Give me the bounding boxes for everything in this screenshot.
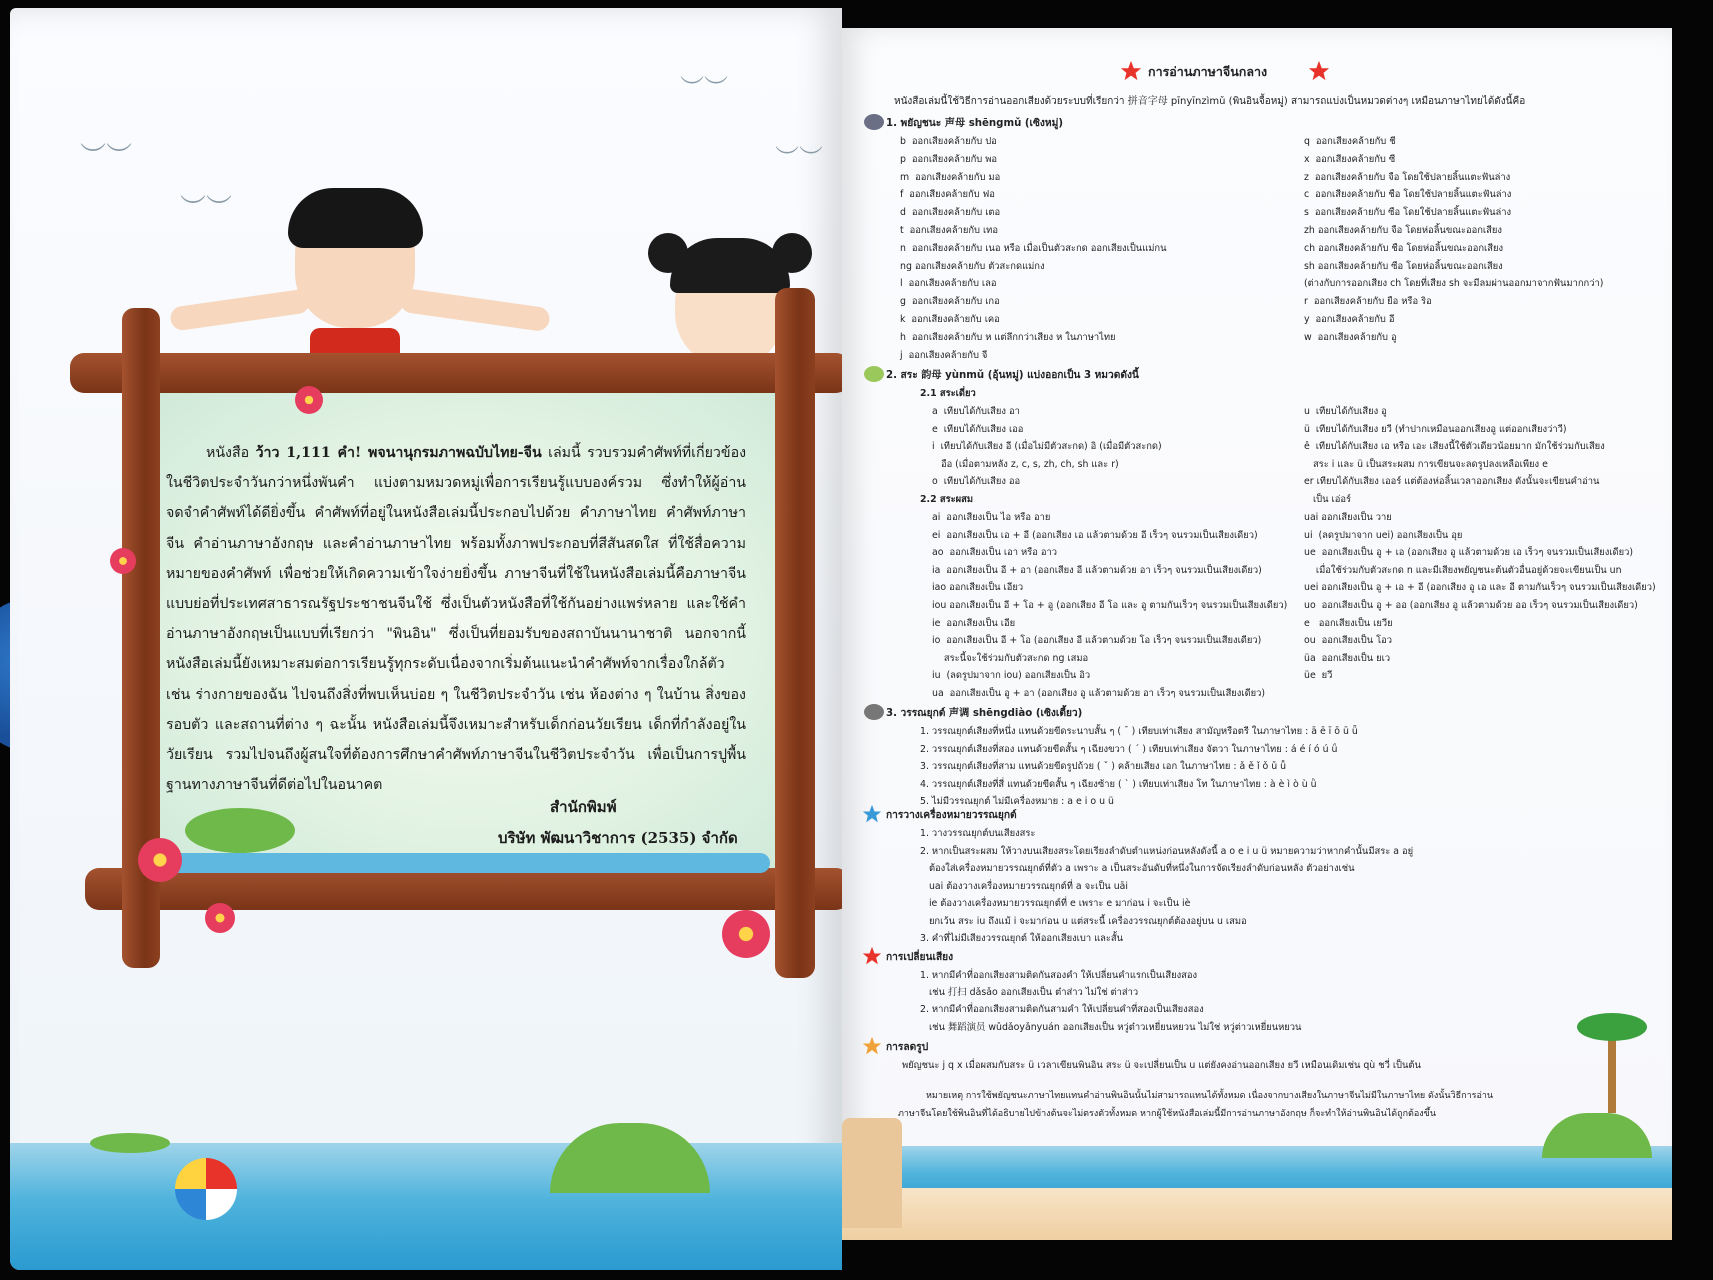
frame-bottom-bar <box>85 868 842 910</box>
consonant-item: j ออกเสียงคล้ายกับ จี <box>900 349 988 361</box>
consonant-item: sh ออกเสียงคล้ายกับ ซือ โดยห่อลิ้นขณะออกเสียง <box>1304 260 1503 272</box>
tone-item: 2. วรรณยุกต์เสียงที่สอง แทนด้วยขีดสั้น ๆ เฉียงขวา ( ˊ ) เทียบเท่าเสียง จัตวา ในภาษาไทย : á é í ó ú ǘ <box>920 743 1338 755</box>
bird-left-4: ︶︶ <box>775 144 823 172</box>
beach-ball <box>175 1158 237 1220</box>
vowel-item: uai ออกเสียงเป็น วาย <box>1304 512 1392 523</box>
star-icon-tone-change <box>862 946 882 966</box>
book-title: ว้าว 1,111 คำ! พจนานุกรมภาพฉบับไทย-จีน <box>255 445 542 461</box>
vowel-item: er เทียบได้กับเสียง เออร์ แต่ต้องห่อลิ้นเวลาออกเสียง ดังนั้นจะเขียนคำอ่าน <box>1304 476 1600 487</box>
tone-mark-item: ต้องใส่เครื่องหมายวรรณยุกต์ที่ตัว a เพราะ a เป็นสระอันดับที่หนึ่งในการจัดเรียงลำดับก่อนหลัง ตัวอย่างเช่น <box>920 863 1355 874</box>
vowel-item: i เทียบได้กับเสียง อี (เมื่อไม่มีตัวสะกด) อิ (เมื่อมีตัวสะกด) <box>932 441 1162 452</box>
note-line-2: ภาษาจีนโดยใช้พินอินที่ได้อธิบายไปข้างต้นจะไม่ตรงตัวทั้งหมด หากผู้ใช้หนังสือเล่มนี้มีการอ่านภาษาอังกฤษ ก็จะทำให้อ่านพินอินได้ถูกต้องขึ้น <box>898 1109 1436 1119</box>
frame-right-post <box>775 288 815 978</box>
publisher-label: สำนักพิมพ์ <box>550 798 617 816</box>
vowel-item: e เทียบได้กับเสียง เออ <box>932 423 1024 435</box>
vowel-item: ai ออกเสียงเป็น ไอ หรือ อาย <box>932 512 1051 523</box>
star-icon-tone-marks <box>862 804 882 824</box>
pinyin-intro: หนังสือเล่มนี้ใช้วิธีการอ่านออกเสียงด้วยระบบที่เรียกว่า 拼音字母 pīnyīnzìmǔ (พินอินจื้อหมู่) สามารถแบ่งเป็นหมวดต่างๆ เหมือนภาษาไทยได้ดังนี้คือ <box>894 96 1526 107</box>
tone-item: 5. ไม่มีวรรณยุกต์ ไม่มีเครื่องหมาย : a e i o u ü <box>920 796 1114 807</box>
leaf-icon-2 <box>864 366 884 382</box>
lighthouse-island <box>185 808 295 853</box>
vowel-item: iu (ลดรูปมาจาก iou) ออกเสียงเป็น อิว <box>932 670 1091 682</box>
island-bottom <box>550 1123 710 1193</box>
star-icon-title-right <box>1308 60 1330 82</box>
tone-mark-item: 1. วางวรรณยุกต์บนเสียงสระ <box>920 828 1036 839</box>
vowel-item: ou ออกเสียงเป็น โอว <box>1304 635 1393 647</box>
frame-top-bar <box>70 353 842 393</box>
flower-4 <box>205 903 235 933</box>
consonant-item: ch ออกเสียงคล้ายกับ ชือ โดยห่อลิ้นขณะออกเสียง <box>1304 242 1504 254</box>
intro-body: เล่มนี้ รวบรวมคำศัพท์ที่เกี่ยวข้องในชีวิตประจำวันกว่าหนึ่งพันคำ แบ่งตามหมวดหมู่เพื่อการเรียนรู้แบบองค์รวม ซึ่งทำให้ผู้อ่านจดจำคำศัพท์ได้ดียิ่งขึ้น คำศัพท์ที่อยู่ในหนังสือเล่มนี้ประกอบไปด้วย คำภาษาไทย คำศัพท์ภาษาจีน คำอ่านภาษาอังกฤษ และคำอ่านภาษาไทย พร้อมทั้งภาพประกอบที่สีสันสดใส ที่ใช้สื่อความหมายของคำศัพท์ เพื่อช่วยให้เกิดความเข้าใจง่ายยิ่งขึ้น ภาษาจีนที่ใช้ในหนังสือเล่มนี้คือภาษาจีนแบบย่อที่ประเทศสาธารณรัฐประชาชนจีนใช้ ซึ่งเป็นตัวหนังสือที่ใช้กันอย่างแพร่หลาย และใช้คำอ่านภาษาอังกฤษเป็นแบบที่เรียกว่า "พินอิน" ซึ่งเป็นที่ยอมรับของสถาบันนานาชาติ นอกจากนี้ หนังสือเล่มนี้ยังเหมาะสมต่อการเรียนรู้ทุกระดับเนื่องจากเริ่มต้นแนะนำคำศัพท์จากเรื่องใกล้ตัว เช่น ร่างกายของฉัน ไปจนถึงสิ่งที่พบเห็นบ่อย ๆ ในชีวิตประจำวัน เช่น ห้องต่าง ๆ ในบ้าน สิ่งของรอบตัว และสถานที่ต่าง ๆ ฉะนั้น หนังสือเล่มนี้จึงเหมาะสำหรับเด็กก่อนวัยเรียน เด็กที่กำลังอยู่ในวัยเรียน รวมไปจนถึงผู้สนใจที่ต้องการศึกษาคำศัพท์ภาษาจีนในชีวิตประจำวัน เพื่อเป็นการปูพื้นฐานทางภาษาจีนที่ดีต่อไปในอนาคต <box>166 445 747 794</box>
tone-mark-item: ยกเว้น สระ iu ถึงแม้ i จะมาก่อน u แต่สระนี้ เครื่องวรรณยุกต์ต้องอยู่บน u เสมอ <box>920 915 1247 927</box>
consonant-item: b ออกเสียงคล้ายกับ ปอ <box>900 136 997 147</box>
vowel-item: เมื่อใช้ร่วมกับตัวสะกด n และมีเสียงพยัญชนะต้นตัวอื่นอยู่ด้วยจะเขียนเป็น un <box>1304 564 1622 576</box>
consonant-item: n ออกเสียงคล้ายกับ เนอ หรือ เมื่อเป็นตัวสะกด ออกเสียงเป็นแม่กน <box>900 242 1167 254</box>
vowel-item: uei ออกเสียงเป็น อู + เอ + อี (ออกเสียง อู เอ และ อี ตามกันเร็วๆ จนรวมเป็นเสียงเดียว) <box>1304 582 1656 594</box>
reduction-text: พยัญชนะ j q x เมื่อผสมกับสระ ü เวลาเขียนพินอิน สระ ü จะเปลี่ยนเป็น u แต่ยังคงอ่านออกเสียง ยวี เหมือนเดิมเช่น qù ชวี่ เป็นต้น <box>902 1060 1421 1071</box>
consonant-item: k ออกเสียงคล้ายกับ เคอ <box>900 314 1000 325</box>
vowel-item: ü เทียบได้กับเสียง ยวี (ทำปากเหมือนออกเสียงอู แต่ออกเสียงว่าวี) <box>1304 423 1567 435</box>
vowel-item: อือ (เมื่อตามหลัง z, c, s, zh, ch, sh และ r) <box>932 458 1119 470</box>
sea-left <box>10 1143 842 1270</box>
vowel-item: ê เทียบได้กับเสียง เอ หรือ เอะ เสียงนี้ใช้ตัวเดียวน้อยมาก มักใช้ร่วมกับเสียง <box>1304 441 1605 452</box>
bird-left-2: ︶︶ <box>180 194 233 224</box>
vowel-item: ia ออกเสียงเป็น อี + อา (ออกเสียง อี แล้วตามด้วย อา เร็วๆ จนรวมเป็นเสียงเดียว) <box>932 564 1262 576</box>
tone-change-item: เช่น 舞蹈演员 wǔdǎoyǎnyuán ออกเสียงเป็น หวู่ต๋าวเหยี่ยนหยวน ไม่ใช่ หวู่ต่าวเหยี่ยนหยวน <box>920 1021 1302 1033</box>
consonant-item: x ออกเสียงคล้ายกับ ซี <box>1304 153 1396 165</box>
section-tones-title: 3. วรรณยุกต์ 声调 shēngdiào (เซิงเตี้ยว) <box>886 708 1083 719</box>
publisher-name: บริษัท พัฒนาวิชาการ (2535) จำกัด <box>498 829 738 847</box>
vowel-item: สระนี้จะใช้ร่วมกับตัวสะกด ng เสมอ <box>932 652 1089 664</box>
palm-island <box>1542 1113 1652 1158</box>
consonant-item: s ออกเสียงคล้ายกับ ซือ โดยใช้ปลายลิ้นแตะฟันล่าง <box>1304 207 1512 219</box>
vowel-item: ui (ลดรูปมาจาก uei) ออกเสียงเป็น อุย <box>1304 529 1463 541</box>
consonant-item: (ต่างกับการออกเสียง ch โดยที่เสียง sh จะมีลมผ่านออกมาจากฟันมากกว่า) <box>1304 278 1604 290</box>
consonant-item: q ออกเสียงคล้ายกับ ชี <box>1304 136 1396 147</box>
sand-right <box>842 1188 1672 1240</box>
consonant-item: m ออกเสียงคล้ายกับ มอ <box>900 171 1001 183</box>
sea-strip-in-frame <box>170 853 770 873</box>
introduction-text <box>166 438 746 800</box>
consonant-item: w ออกเสียงคล้ายกับ อู <box>1304 331 1397 343</box>
star-icon-reduction <box>862 1036 882 1056</box>
flower-1 <box>138 838 182 882</box>
consonant-item: ng ออกเสียงคล้ายกับ ตัวสะกดแม่กง <box>900 260 1045 272</box>
consonant-item: p ออกเสียงคล้ายกับ พอ <box>900 153 998 165</box>
vowel-item: iou ออกเสียงเป็น อี + โอ + อู (ออกเสียง อี โอ และ อู ตามกันเร็วๆ จนรวมเป็นเสียงเดียว) <box>932 600 1288 611</box>
vowel-item: เป็น เอ่อร์ <box>1304 493 1351 505</box>
consonant-item: z ออกเสียงคล้ายกับ จือ โดยใช้ปลายลิ้นแตะฟันล่าง <box>1304 171 1511 183</box>
tone-change-item: 1. หากมีคำที่ออกเสียงสามติดกันสองคำ ให้เปลี่ยนคำแรกเป็นเสียงสอง <box>920 970 1198 981</box>
intro-lead: หนังสือ <box>206 445 250 461</box>
star-icon-title-left <box>1120 60 1142 82</box>
island-small <box>90 1133 170 1153</box>
tone-item: 1. วรรณยุกต์เสียงที่หนึ่ง แทนด้วยขีดระนาบสั้น ๆ ( ¯ ) เทียบเท่าเสียง สามัญหรือตรี ในภาษาไทย : ā ē ī ō ū ǖ <box>920 726 1358 737</box>
section-tone-marks-title: การวางเครื่องหมายวรรณยุกต์ <box>886 810 1017 821</box>
vowel-item: ei ออกเสียงเป็น เอ + อี (ออกเสียง เอ แล้วตามด้วย อี เร็วๆ จนรวมเป็นเสียงเดียว) <box>932 529 1258 541</box>
tone-mark-item: ie ต้องวางเครื่องหมายวรรณยุกต์ที่ e เพราะ e มาก่อน i จะเป็น iè <box>920 898 1191 909</box>
bird-left-1: ︶︶ <box>80 142 133 172</box>
consonant-item: g ออกเสียงคล้ายกับ เกอ <box>900 296 1000 308</box>
left-page <box>10 8 842 1270</box>
shell-icon-3 <box>864 704 884 720</box>
flower-5 <box>110 548 136 574</box>
section-consonants-title: 1. พยัญชนะ 声母 shēngmǔ (เซิงหมู่) <box>886 118 1063 129</box>
palm-tree <box>1572 1013 1652 1113</box>
vowel-item: üa ออกเสียงเป็น ยเว <box>1304 652 1391 664</box>
vowel-item: iao ออกเสียงเป็น เอียว <box>932 582 1024 594</box>
vowel-item: io ออกเสียงเป็น อี + โอ (ออกเสียง อี แล้วตามด้วย โอ เร็วๆ จนรวมเป็นเสียงเดียว) <box>932 635 1262 647</box>
tone-change-item: เช่น 打扫 dǎsǎo ออกเสียงเป็น ต๋าส่าว ไม่ใช่ ต่าส่าว <box>920 987 1139 999</box>
consonant-item: zh ออกเสียงคล้ายกับ จือ โดยห่อลิ้นขณะออกเสียง <box>1304 225 1502 236</box>
vowel-item: ua ออกเสียงเป็น อู + อา (ออกเสียง อู แล้วตามด้วย อา เร็วๆ จนรวมเป็นเสียงเดียว) <box>932 688 1266 699</box>
tone-mark-item: uai ต้องวางเครื่องหมายวรรณยุกต์ที่ a จะเป็น uāi <box>920 880 1128 892</box>
vowel-item: ao ออกเสียงเป็น เอา หรือ อาว <box>932 547 1057 559</box>
consonant-item: r ออกเสียงคล้ายกับ ยือ หรือ ริอ <box>1304 296 1432 308</box>
consonant-item: y ออกเสียงคล้ายกับ อี <box>1304 314 1395 325</box>
tone-mark-item: 3. คำที่ไม่มีเสียงวรรณยุกต์ ให้ออกเสียงเบา และสั้น <box>920 933 1124 944</box>
compound-vowels-title: 2.2 สระผสม <box>920 494 974 505</box>
tone-mark-item: 2. หากเป็นสระผสม ให้วางบนเสียงสระโดยเรียงลำดับตำแหน่งก่อนหลังดังนี้ a o e i u ü หมายความว่าหากคำนั้นมีสระ a อยู่ <box>920 845 1414 857</box>
vowel-item: üe ยวี <box>1304 670 1333 682</box>
vowel-item: ue ออกเสียงเป็น อู + เอ (ออกเสียง อู แล้วตามด้วย เอ เร็วๆ จนรวมเป็นเสียงเดียว) <box>1304 547 1633 559</box>
note-line-1: หมายเหตุ การใช้พยัญชนะภาษาไทยแทนคำอ่านพินอินนั้นไม่สามารถแทนได้ทั้งหมด เนื่องจากบางเสียงในภาษาจีนไม่มีในภาษาไทย ดังนั้นวิธีการอ่าน <box>926 1091 1494 1101</box>
tone-item: 3. วรรณยุกต์เสียงที่สาม แทนด้วยขีดรูปถ้วย ( ˇ ) คล้ายเสียง เอก ในภาษาไทย : ǎ ě ǐ ǒ ǔ ǚ <box>920 761 1287 772</box>
consonant-item: h ออกเสียงคล้ายกับ ห แต่ลึกกว่าเสียง ห ในภาษาไทย <box>900 331 1116 343</box>
consonant-item: t ออกเสียงคล้ายกับ เทอ <box>900 225 998 236</box>
consonant-item: l ออกเสียงคล้ายกับ เลอ <box>900 278 997 290</box>
vowel-item: uo ออกเสียงเป็น อู + ออ (ออกเสียง อู แล้วตามด้วย ออ เร็วๆ จนรวมเป็นเสียงเดียว) <box>1304 600 1638 611</box>
vowel-item: สระ i และ ü เป็นสระผสม การเขียนจะลดรูปลงเหลือเพียง e <box>1304 458 1548 470</box>
bird-left-3: ︶︶ <box>680 74 728 102</box>
vowel-item: o เทียบได้กับเสียง ออ <box>932 476 1021 487</box>
vowel-item: a เทียบได้กับเสียง อา <box>932 406 1020 417</box>
flower-2 <box>722 910 770 958</box>
shell-icon-1 <box>864 114 884 130</box>
flower-3 <box>295 386 323 414</box>
consonant-item: f ออกเสียงคล้ายกับ ฟอ <box>900 189 995 201</box>
right-page-title: การอ่านภาษาจีนกลาง <box>1148 64 1268 79</box>
boy-illustration <box>170 188 590 378</box>
sandcastle <box>842 1118 902 1228</box>
single-vowels-title: 2.1 สระเดี่ยว <box>920 388 976 399</box>
consonant-item: c ออกเสียงคล้ายกับ ชือ โดยใช้ปลายลิ้นแตะฟันล่าง <box>1304 189 1512 201</box>
section-vowels-title: 2. สระ 韵母 yùnmǔ (อุ้นหมู่) แบ่งออกเป็น 3 หมวดดังนี้ <box>886 370 1139 381</box>
section-reduction-title: การลดรูป <box>886 1042 929 1053</box>
vowel-item: ie ออกเสียงเป็น เอีย <box>932 617 1016 629</box>
consonant-item: d ออกเสียงคล้ายกับ เตอ <box>900 207 1001 219</box>
vowel-item: u เทียบได้กับเสียง อู <box>1304 406 1387 417</box>
right-page <box>842 28 1672 1240</box>
section-tone-change-title: การเปลี่ยนเสียง <box>886 952 954 963</box>
tone-item: 4. วรรณยุกต์เสียงที่สี่ แทนด้วยขีดสั้น ๆ เฉียงซ้าย ( ˋ ) เทียบเท่าเสียง โท ในภาษาไทย : à è ì ò ù ǜ <box>920 778 1317 790</box>
vowel-item: e ออกเสียงเป็น เยวีย <box>1304 617 1393 629</box>
tone-change-item: 2. หากมีคำที่ออกเสียงสามติดกันสามคำ ให้เปลี่ยนคำที่สองเป็นเสียงสอง <box>920 1004 1204 1016</box>
